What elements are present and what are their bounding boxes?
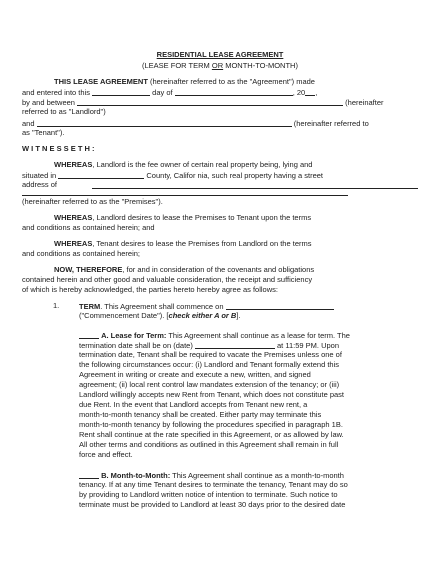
now-line-2: contained herein and other good and valuable consideration, the receipt and sufficiency (22, 275, 313, 284)
intro-text: (hereinafter referred to (293, 119, 369, 128)
term-number: 1. (53, 301, 60, 310)
option-a-line: All other terms and conditions as outlined in this Agreement shall remain in full (79, 440, 339, 449)
intro-text: , (315, 88, 318, 97)
commencement-date-blank[interactable] (226, 301, 334, 310)
whereas-text: , Tenant desires to lease the Premises from Landlord on the terms (92, 239, 312, 248)
intro-text: day of (152, 88, 173, 97)
intro-line-5 (22, 118, 369, 129)
option-a-line: termination date, Tenant shall be required to vacate the Premises unless one of (79, 350, 342, 359)
option-a-line: month-to-month tenancy shall be created. Either party may terminate this (79, 410, 322, 419)
whereas-text: County, Califor nia, such real property having a street (146, 171, 324, 180)
whereas-text: , Landlord desires to lease the Premises to Tenant upon the terms (92, 213, 312, 222)
whereas3-line-2: and conditions as contained herein; (22, 249, 141, 258)
option-b-line: by providing to Landlord written notice of intention to terminate. Such notice to (79, 490, 338, 499)
whereas1-line-1 (54, 160, 312, 170)
term-line-2 (79, 311, 241, 321)
year-blank[interactable] (305, 87, 318, 97)
term-label: TERM (79, 302, 101, 311)
option-b-label: B. Month-to-Month: (101, 471, 171, 480)
intro-text: (hereinafter (345, 98, 384, 107)
now-bold: NOW, THEREFORE (54, 265, 123, 274)
intro-text: (hereinafter referred to as the "Agreement") made (147, 77, 315, 86)
intro-text: and (22, 119, 35, 128)
witnesseth-heading: W I T N E S S E T H : (22, 144, 95, 153)
option-a-line: agreement; (ii) local rent control law mandates extension of the tenancy; or (iii) (79, 380, 340, 389)
intro-text: and entered into this (22, 88, 90, 97)
option-b-line: terminate must be provided to Landlord at least 30 days prior to the desired date (79, 500, 346, 509)
day-blank[interactable] (92, 87, 150, 96)
intro-line-1 (54, 77, 315, 87)
term-text: ("Commencement Date"). [ (79, 311, 169, 320)
month-blank[interactable] (175, 87, 293, 96)
document-subtitle (22, 61, 418, 71)
now-line-3: of which is hereby acknowledged, the parties hereto hereby agree as follows: (22, 285, 278, 294)
whereas1-line-5: (hereinafter referred to as the "Premises"). (22, 197, 163, 206)
landlord-name-blank[interactable] (77, 97, 343, 106)
option-a-label: A. Lease for Term: (101, 331, 167, 340)
option-a-line: the following circumstances occur: (i) Landlord and Tenant formally extend this (79, 360, 339, 369)
term-text: ]. (236, 311, 241, 320)
whereas-bold: WHEREAS (54, 160, 93, 169)
option-a-line: Rent shall continue at the rate specified in this Agreement, or as allowed by law. (79, 430, 344, 439)
whereas-bold: WHEREAS (54, 213, 93, 222)
whereas2-line-2: and conditions as contained herein; and (22, 223, 155, 232)
whereas-text: , Landlord is the fee owner of certain real property being, lying and (92, 160, 313, 169)
option-a-line: Agreement in writing or create and execute a new, written, and signed (79, 370, 311, 379)
intro-text: , 20 (292, 88, 306, 97)
intro-line-4: referred to as "Landlord") (22, 107, 106, 116)
whereas-bold: WHEREAS (54, 239, 93, 248)
whereas3-line-1 (54, 239, 311, 249)
intro-line-6: as "Tenant"). (22, 128, 65, 137)
subtitle-part: MONTH-TO-MONTH) (223, 61, 298, 70)
option-a-line: force and effect. (79, 450, 133, 459)
subtitle-part: (LEASE FOR TERM (142, 61, 212, 70)
now-line-1 (54, 265, 314, 275)
option-b-text: This Agreement shall continue as a month-to-month (170, 471, 344, 480)
whereas-text: situated in (22, 171, 57, 180)
option-a-check-blank[interactable] (79, 330, 99, 339)
option-b-check-blank[interactable] (79, 470, 99, 479)
county-blank[interactable] (58, 170, 144, 179)
whereas1-line-2 (22, 170, 323, 181)
option-a-line: due Rent. In the event that Landlord accepts from Tenant new rent, a (79, 400, 308, 409)
termination-date-blank[interactable] (195, 340, 275, 349)
whereas-text: address of (22, 180, 58, 189)
subtitle-or: OR (211, 61, 224, 70)
term-text: . This Agreement shall commence on (100, 302, 224, 311)
address-blank-2[interactable] (22, 195, 348, 196)
whereas2-line-1 (54, 213, 311, 223)
option-a-line: Landlord willingly accepts new Rent from Tenant, which does not constitute past (79, 390, 345, 399)
document-title: RESIDENTIAL LEASE AGREEMENT (156, 50, 284, 59)
intro-bold: THIS LEASE AGREEMENT (54, 77, 148, 86)
address-blank-1[interactable] (92, 188, 418, 189)
now-text: , for and in consideration of the covenants and obligations (122, 265, 315, 274)
option-a-text: termination date shall be on (date) (79, 341, 193, 350)
tenant-name-blank[interactable] (37, 118, 292, 127)
option-a-line: month-to-month tenancy by following the procedures specified in paragraph 1B. (79, 420, 343, 429)
option-a-text: at 11:59 PM. Upon (277, 341, 339, 350)
term-instruction: check either A or B (168, 311, 237, 320)
intro-text: by and between (22, 98, 75, 107)
whereas1-line-3 (22, 180, 57, 190)
option-b-line: tenancy. If at any time Tenant desires to terminate the tenancy, Tenant may do so (79, 480, 348, 489)
option-a-text: This Agreement shall continue as a lease for term. The (166, 331, 350, 340)
